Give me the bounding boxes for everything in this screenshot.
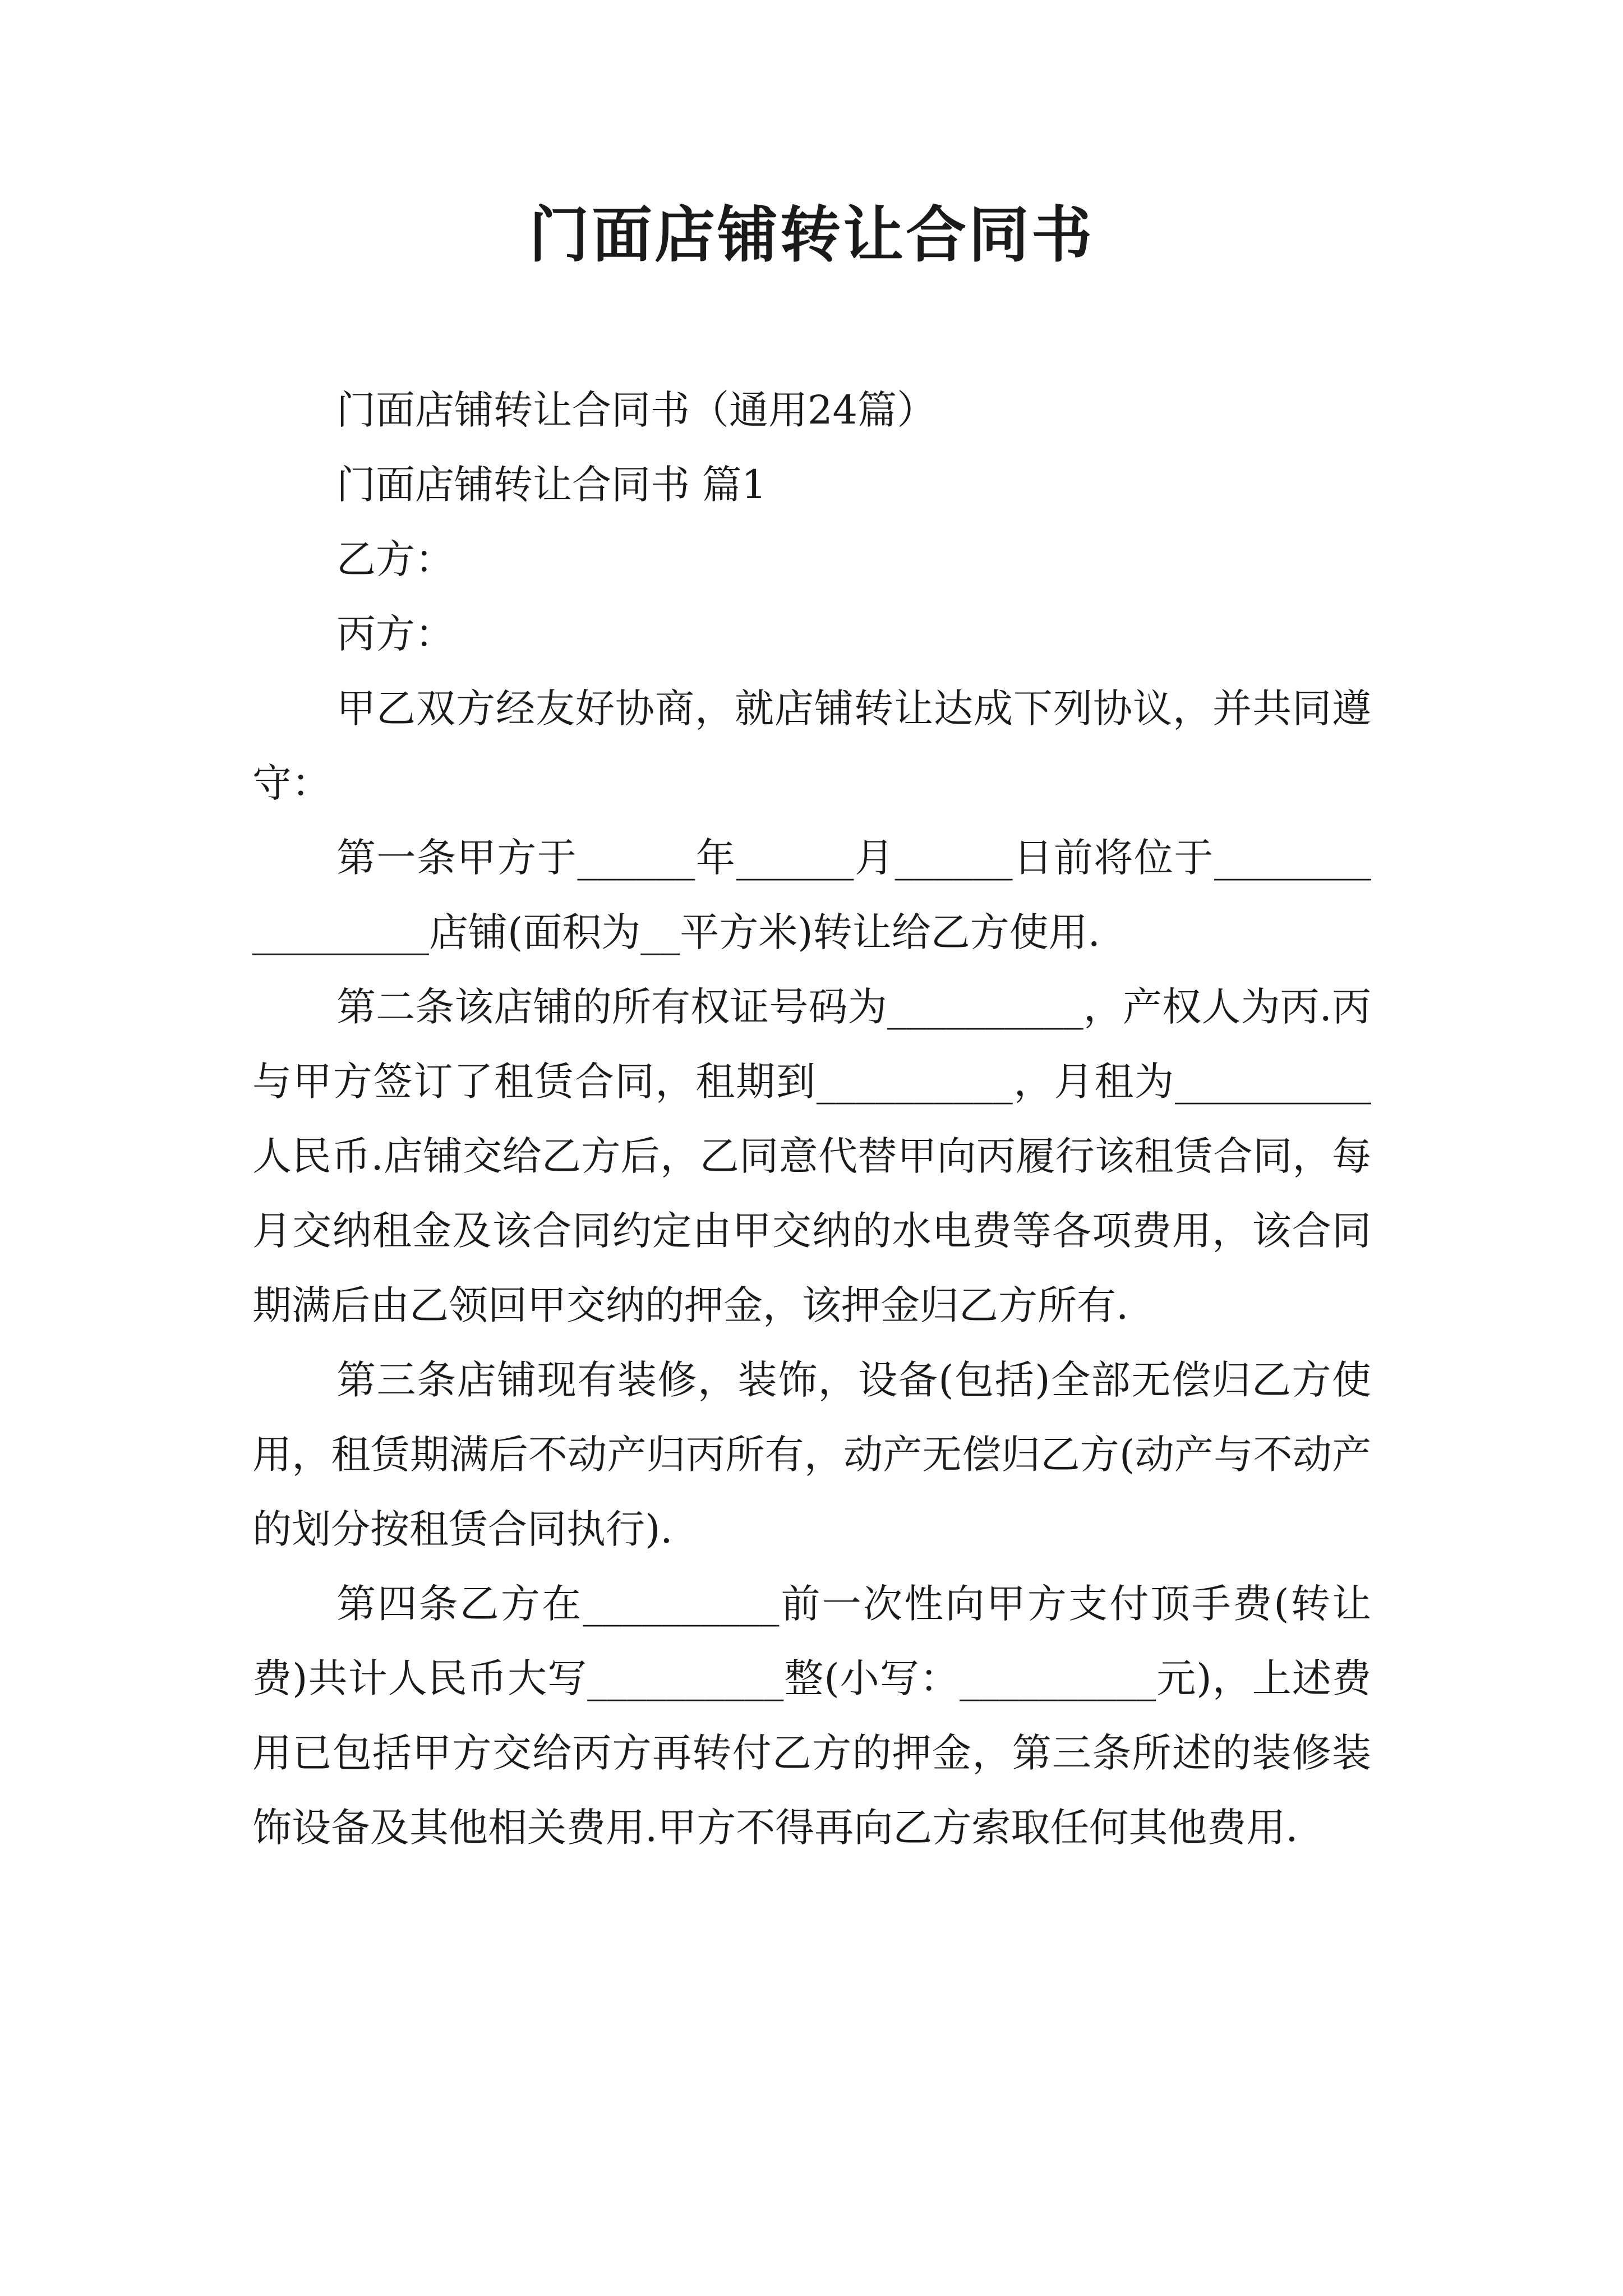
article-3-paragraph: 第三条店铺现有装修，装饰，设备(包括)全部无偿归乙方使用，租赁期满后不动产归丙所有，动产无偿归乙方(动产与不动产的划分按租赁合同执行). <box>252 1357 1371 1552</box>
subtitle-paragraph: 门面店铺转让合同书（通用24篇） <box>336 387 937 433</box>
intro-paragraph: 甲乙双方经友好协商，就店铺转让达成下列协议，并共同遵守： <box>252 685 1371 806</box>
article-1-paragraph: 第一条甲方于______年______月______日前将位于_________________店铺(面积为__平方米)转让给乙方使用. <box>252 835 1371 955</box>
document-body <box>252 373 1371 1865</box>
document-title: 门面店铺转让合同书 <box>528 200 1094 270</box>
article-2-paragraph: 第二条该店铺的所有权证号码为__________，产权人为丙.丙与甲方签订了租赁合同，租期到__________，月租为__________人民币.店铺交给乙方后，乙同意代替甲向丙履行该租赁合同，每月交纳租金及该合同约定由甲交纳的水电费等各项费用，该合同期满后由乙领回甲交纳的押金，该押金归乙方所有. <box>252 984 1371 1328</box>
party-c-line: 丙方： <box>336 611 454 657</box>
article-4-paragraph: 第四条乙方在__________前一次性向甲方支付顶手费(转让费)共计人民币大写__________整(小写：__________元)，上述费用已包括甲方交给丙方再转付乙方的押金，第三条所述的装修装饰设备及其他相关费用.甲方不得再向乙方索取任何其他费用. <box>252 1581 1371 1851</box>
party-b-line: 乙方： <box>336 536 454 582</box>
section-heading: 门面店铺转让合同书 篇1 <box>336 462 767 508</box>
